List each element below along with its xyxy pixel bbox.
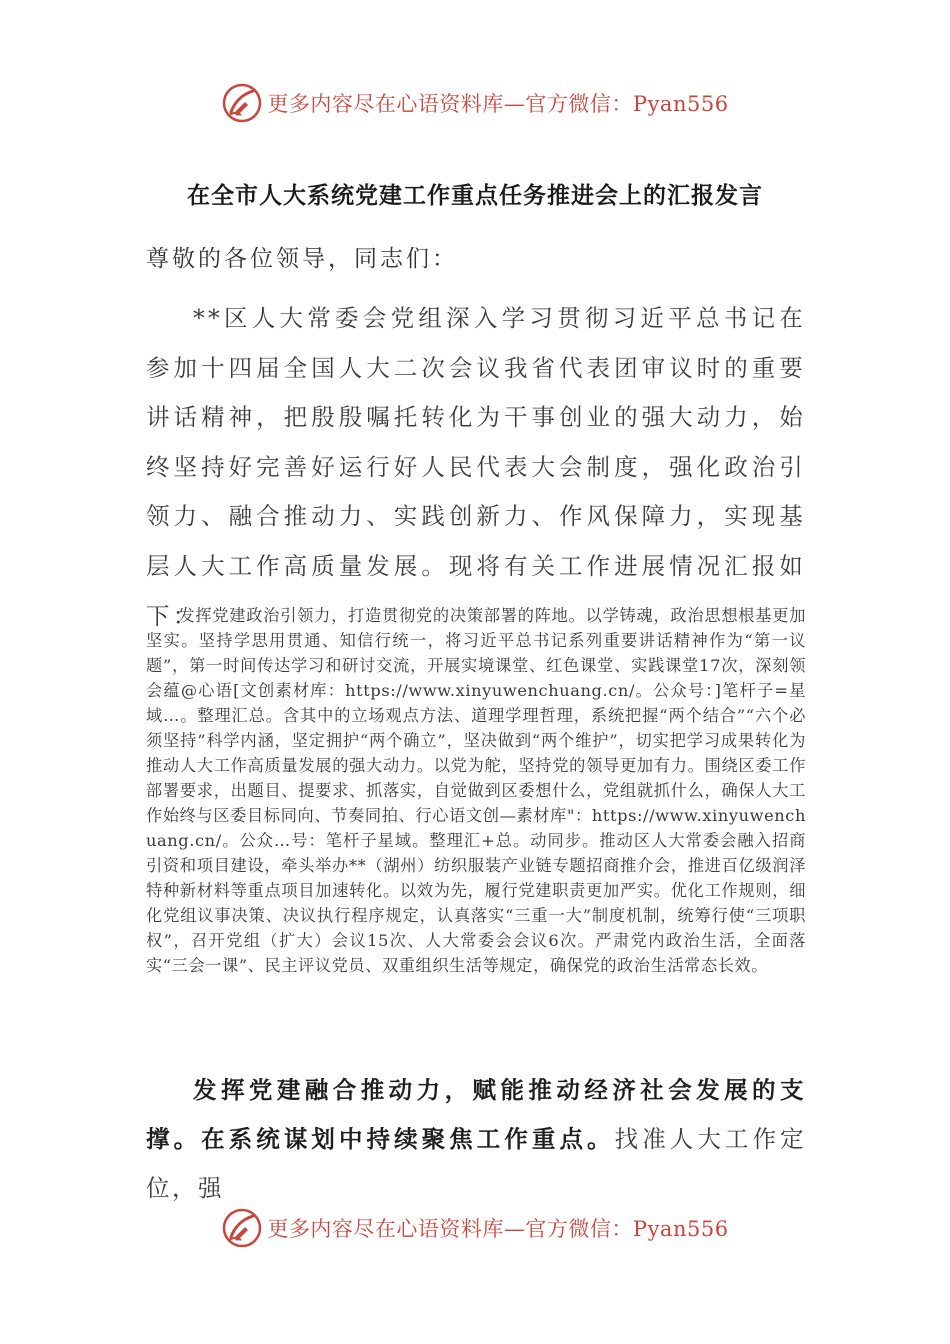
watermark-text: 更多内容尽在心语资料库—官方微信：Pyan556: [267, 1217, 729, 1241]
section2-subheading: 在系统谋划中持续聚焦工作重点。: [201, 1125, 615, 1153]
section2-body: 找准人大工作定位，强: [146, 1125, 807, 1202]
footer-watermark-banner: [0, 1203, 950, 1253]
greeting: 尊敬的各位领导，同志们：: [146, 246, 458, 272]
watermark-text: 更多内容尽在心语资料库—官方微信：Pyan556: [267, 92, 729, 116]
pen-logo-icon: [221, 82, 263, 124]
document-title: 在全市人大系统党建工作重点任务推进会上的汇报发言: [187, 183, 763, 209]
section2-heading: 发挥党建融合推动力，赋能推动经济社会发展的支撑。: [146, 1076, 806, 1153]
pen-logo-icon: [221, 1207, 263, 1249]
section2-paragraph: [146, 1066, 806, 1213]
section1-paragraph: 发挥党建政治引领力，打造贯彻党的决策部署的阵地。以学铸魂，政治思想根基更加坚实。坚持学思用贯通、知信行统一，将习近平总书记系列重要讲话精神作为“第一议题”，第一时间传达学习和研讨交流，开展实境课堂、红色课堂、实践课堂17次，深刻领会蕴@心语[文创素材库：https://www.xinyuwenchuang.cn/。公众号：]笔杆子=星域…。整理汇总。含其中的立场观点方法、道理学理哲理，系统把握“两个结合”“六个必须坚持”科学内涵，坚定拥护“两个确立”，坚决做到“两个维护”，切实把学习成果转化为推动人大工作高质量发展的强大动力。以党为舵，坚持党的领导更加有力。围绕区委工作部署要求，出题目、提要求、抓落实，自觉做到区委想什么，党组就抓什么，确保人大工作始终与区委目标同向、节奏同拍、行心语文创—素材库"：https://www.xinyuwenchuang.cn/。公众…号：笔杆子星域。整理汇+总。动同步。推动区人大常委会融入招商引资和项目建设，牵头举办**（湖州）纺织服装产业链专题招商推介会，推进百亿级润泽特种新材料等重点项目加速转化。以效为先，履行党建职责更加严实。优化工作规则，细化党组议事决策、决议执行程序规定，认真落实“三重一大”制度机制，统筹行使“三项职权”，召开党组（扩大）会议15次、人大常委会会议6次。严肃党内政治生活，全面落实“三会一课”、民主评议党员、双重组织生活等规定，确保党的政治生活常态长效。: [146, 606, 806, 975]
intro-paragraph: **区人大常委会党组深入学习贯彻习近平总书记在参加十四届全国人大二次会议我省代表团审议时的重要讲话精神，把殷殷嘱托转化为干事创业的强大动力，始终坚持好完善好运行好人民代表大会制度，强化政治引领力、融合推动力、实践创新力、作风保障力，实现基层人大工作高质量发展。现将有关工作进展情况汇报如下：: [146, 304, 806, 630]
header-watermark-banner: [0, 78, 950, 128]
